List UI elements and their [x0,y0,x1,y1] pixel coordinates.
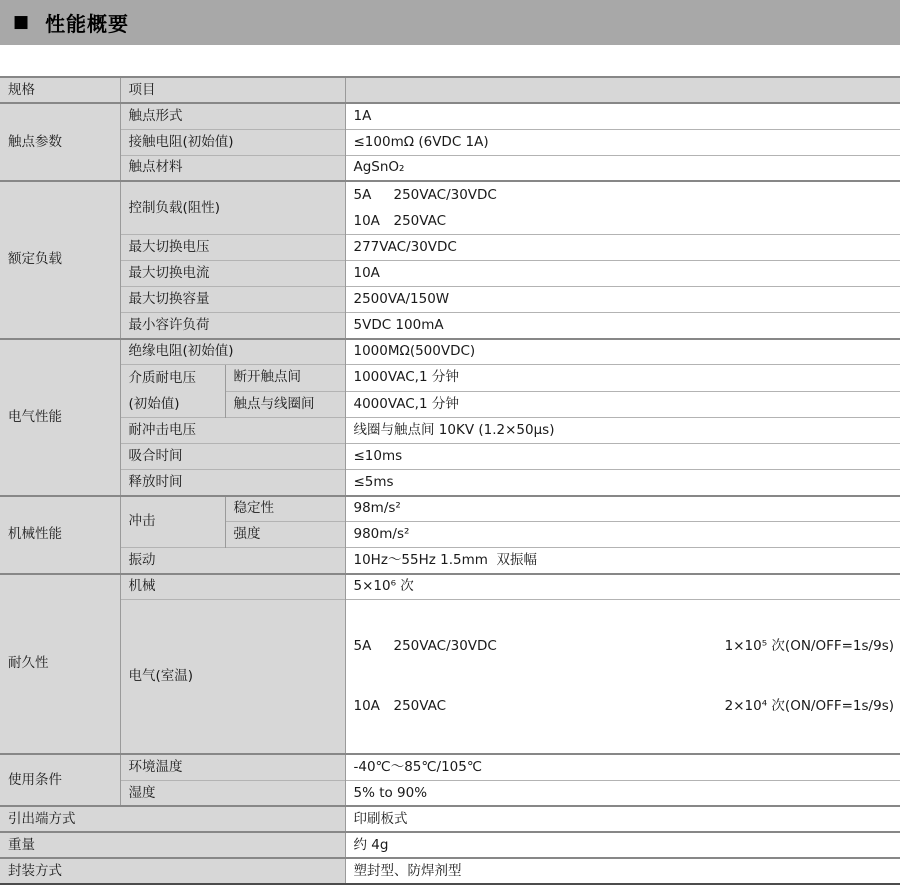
item-cell: 释放时间 [120,470,345,496]
item-cell: 环境温度 [120,754,345,780]
sub-item-cell: 断开触点间 [225,365,345,392]
value-cell: ≤5ms [345,470,900,496]
sub-item-cell: 强度 [225,522,345,548]
value-amp: 10A [353,213,380,229]
item-cell: 最大切换容量 [120,287,345,313]
item-cell: 吸合时间 [120,444,345,470]
item-cell: 最大切换电流 [120,261,345,287]
item-cell: 耐冲击电压 [120,418,345,444]
table-row [0,574,900,600]
value-cell: 1000MΩ(500VDC) [345,339,900,365]
value-cell: ≤100mΩ (6VDC 1A) [345,129,900,155]
table-row [0,365,900,392]
table-row [0,780,900,806]
table-row [0,129,900,155]
item-cell-full: 重量 [0,832,345,858]
section-header [0,0,900,45]
item-cell: 机械 [120,574,345,600]
value-cell: 5VDC 100mA [345,313,900,339]
table-row [0,444,900,470]
value-load: 250VAC [393,698,447,715]
table-row [0,418,900,444]
value-load: 250VAC [393,213,447,229]
value-cell: 4000VAC,1 分钟 [345,391,900,418]
group-cell-rated-load: 额定负载 [0,181,120,339]
group-cell-mechanical: 机械性能 [0,496,120,574]
table-header-row [0,77,900,103]
value-cell: 10A [345,261,900,287]
item-cell: 电气(室温) [120,600,345,755]
value-cycles: 2×10⁴ 次(ON/OFF=1s/9s) [724,698,894,715]
header-item-cell: 项目 [120,77,345,103]
table-row [0,754,900,780]
value-cell: 98m/s² [345,496,900,522]
value-amp: 5A [353,187,372,203]
table-row [0,832,900,858]
group-cell-contact: 触点参数 [0,103,120,181]
value-cell: 印刷板式 [345,806,900,832]
table-row [0,806,900,832]
value-cycles: 1×10⁵ 次(ON/OFF=1s/9s) [724,638,894,655]
table-row [0,339,900,365]
value-cell [345,600,900,755]
group-cell-conditions: 使用条件 [0,754,120,806]
page-title: 性能概要 [45,12,130,36]
value-amp: 10A [353,698,380,715]
value-cell: 1A [345,103,900,129]
item-line: 介质耐电压 [128,370,196,386]
item-cell-shock: 冲击 [120,496,225,548]
spec-table [0,76,900,885]
value-cell: 5×10⁶ 次 [345,574,900,600]
value-cell: AgSnO₂ [345,155,900,181]
table-row [0,313,900,339]
table-row [0,287,900,313]
value-cell: 1000VAC,1 分钟 [345,365,900,392]
value-load: 250VAC/30VDC [393,638,497,655]
value-amp: 5A [353,638,372,655]
header-spec-cell: 规格 [0,77,120,103]
item-cell: 湿度 [120,780,345,806]
spec-table-container [0,76,900,885]
value-cell: 约 4g [345,832,900,858]
table-row [0,155,900,181]
item-cell: 触点形式 [120,103,345,129]
table-row [0,103,900,129]
table-row [0,261,900,287]
value-load: 250VAC/30VDC [393,187,497,203]
sub-item-cell: 触点与线圈间 [225,391,345,418]
item-cell-full: 引出端方式 [0,806,345,832]
value-cell [345,181,900,235]
value-cell: -40℃～85℃/105℃ [345,754,900,780]
item-cell: 最大切换电压 [120,235,345,261]
value-cell: 10Hz～55Hz 1.5mm 双振幅 [345,548,900,574]
table-row [0,600,900,755]
item-cell: 绝缘电阻(初始值) [120,339,345,365]
item-cell: 振动 [120,548,345,574]
group-cell-endurance: 耐久性 [0,574,120,755]
value-cell: 塑封型、防焊剂型 [345,858,900,884]
value-cell: 2500VA/150W [345,287,900,313]
item-cell: 控制负载(阻性) [120,181,345,235]
table-row [0,235,900,261]
item-cell-dielectric [120,365,225,418]
item-line: (初始值) [128,396,180,412]
value-cell: 线圈与触点间 10KV (1.2×50μs) [345,418,900,444]
item-cell: 触点材料 [120,155,345,181]
section-marker-icon: ■ [13,12,30,32]
value-line [354,694,895,720]
header-value-cell [345,77,900,103]
table-row [0,470,900,496]
value-line [354,634,895,660]
value-cell: ≤10ms [345,444,900,470]
value-cell: 980m/s² [345,522,900,548]
table-row [0,181,900,235]
group-cell-electrical: 电气性能 [0,339,120,496]
table-row [0,548,900,574]
item-cell-full: 封装方式 [0,858,345,884]
value-cell: 277VAC/30VDC [345,235,900,261]
value-cell: 5% to 90% [345,780,900,806]
table-row [0,858,900,884]
item-cell: 接触电阻(初始值) [120,129,345,155]
item-cell: 最小容许负荷 [120,313,345,339]
sub-item-cell: 稳定性 [225,496,345,522]
table-row [0,496,900,522]
